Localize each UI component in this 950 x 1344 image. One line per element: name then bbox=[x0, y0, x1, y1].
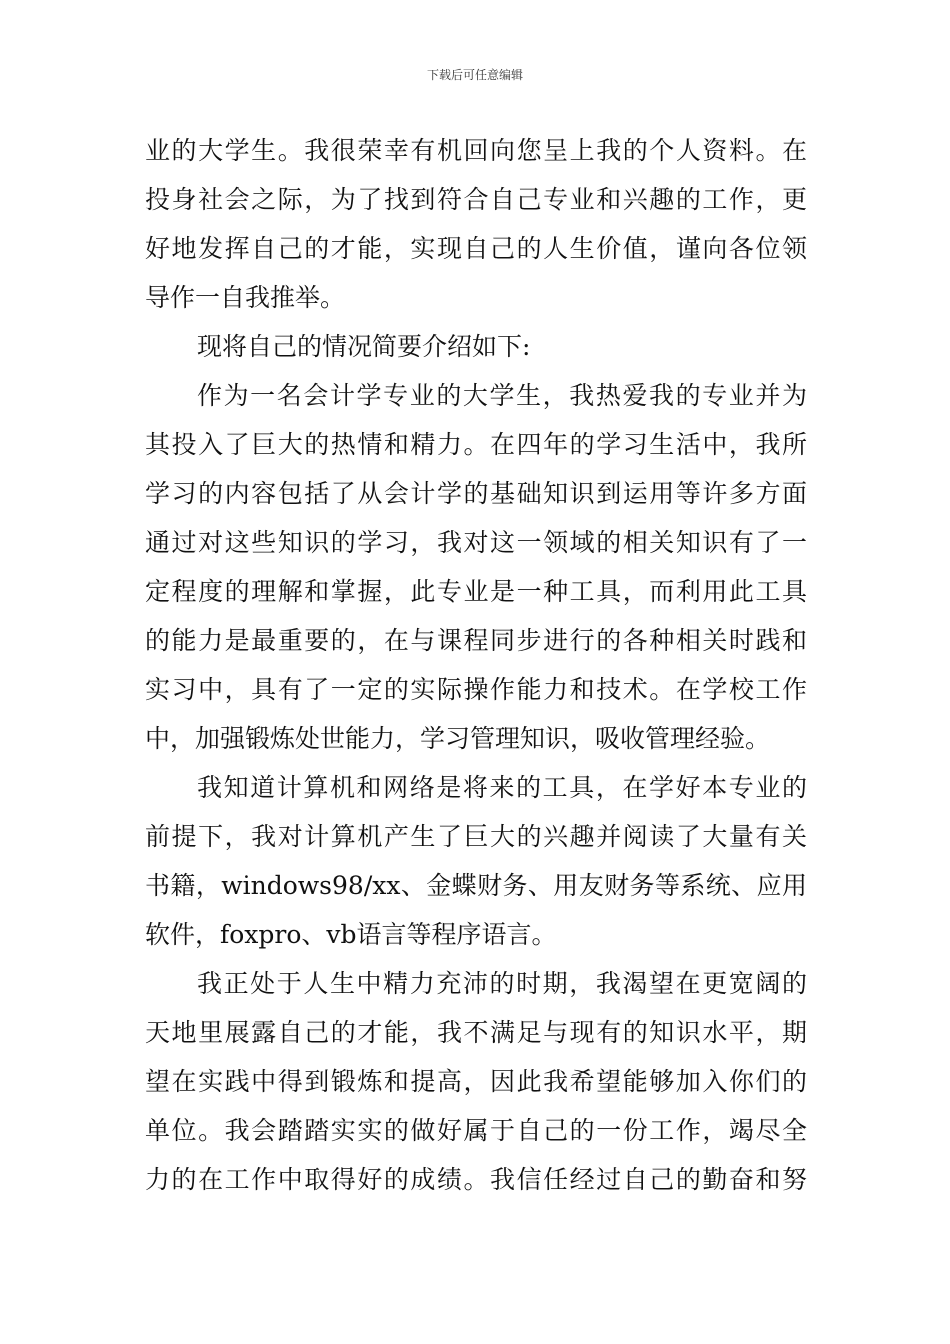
text-line: 学习的内容包括了从会计学的基础知识到运用等许多方面 bbox=[145, 479, 807, 508]
paragraph-2 bbox=[145, 322, 807, 371]
text-line: 书籍，windows98/xx、金蝶财务、用友财务等系统、应用 bbox=[145, 871, 807, 900]
text-line: 定程度的理解和掌握，此专业是一种工具，而利用此工具 bbox=[145, 577, 807, 606]
text-line: 力的在工作中取得好的成绩。我信任经过自己的勤奋和努 bbox=[145, 1165, 807, 1194]
text-line: 望在实践中得到锻炼和提高，因此我希望能够加入你们的 bbox=[145, 1067, 807, 1096]
text-line: 我知道计算机和网络是将来的工具，在学好本专业的 bbox=[197, 773, 807, 802]
text-line: 中，加强锻炼处世能力，学习管理知识，吸收管理经验。 bbox=[145, 724, 771, 753]
text-line: 投身社会之际，为了找到符合自己专业和兴趣的工作，更 bbox=[145, 185, 807, 214]
text-line: 实习中，具有了一定的实际操作能力和技术。在学校工作 bbox=[145, 675, 807, 704]
paragraph-1 bbox=[145, 126, 807, 322]
text-line: 作为一名会计学专业的大学生，我热爱我的专业并为 bbox=[197, 381, 807, 410]
paragraph-5 bbox=[145, 959, 807, 1204]
text-line: 通过对这些知识的学习，我对这一领域的相关知识有了一 bbox=[145, 528, 807, 557]
text-line: 软件，foxpro、vb语言等程序语言。 bbox=[145, 920, 557, 949]
paragraph-4 bbox=[145, 763, 807, 959]
text-line: 我正处于人生中精力充沛的时期，我渴望在更宽阔的 bbox=[197, 969, 807, 998]
text-line: 好地发挥自己的才能，实现自己的人生价值，谨向各位领 bbox=[145, 234, 807, 263]
text-line: 的能力是最重要的，在与课程同步进行的各种相关时践和 bbox=[145, 626, 807, 655]
text-line: 导作一自我推举。 bbox=[145, 283, 346, 312]
text-line: 其投入了巨大的热情和精力。在四年的学习生活中，我所 bbox=[145, 430, 807, 459]
paragraph-3 bbox=[145, 371, 807, 763]
page-header: 下载后可任意编辑 bbox=[426, 68, 523, 82]
text-line: 前提下，我对计算机产生了巨大的兴趣并阅读了大量有关 bbox=[145, 822, 807, 851]
text-line: 业的大学生。我很荣幸有机回向您呈上我的个人资料。在 bbox=[145, 136, 807, 165]
text-line: 现将自己的情况简要介绍如下: bbox=[197, 332, 531, 361]
document-body bbox=[145, 126, 807, 1204]
text-line: 单位。我会踏踏实实的做好属于自己的一份工作，竭尽全 bbox=[145, 1116, 807, 1145]
text-line: 天地里展露自己的才能，我不满足与现有的知识水平，期 bbox=[145, 1018, 807, 1047]
